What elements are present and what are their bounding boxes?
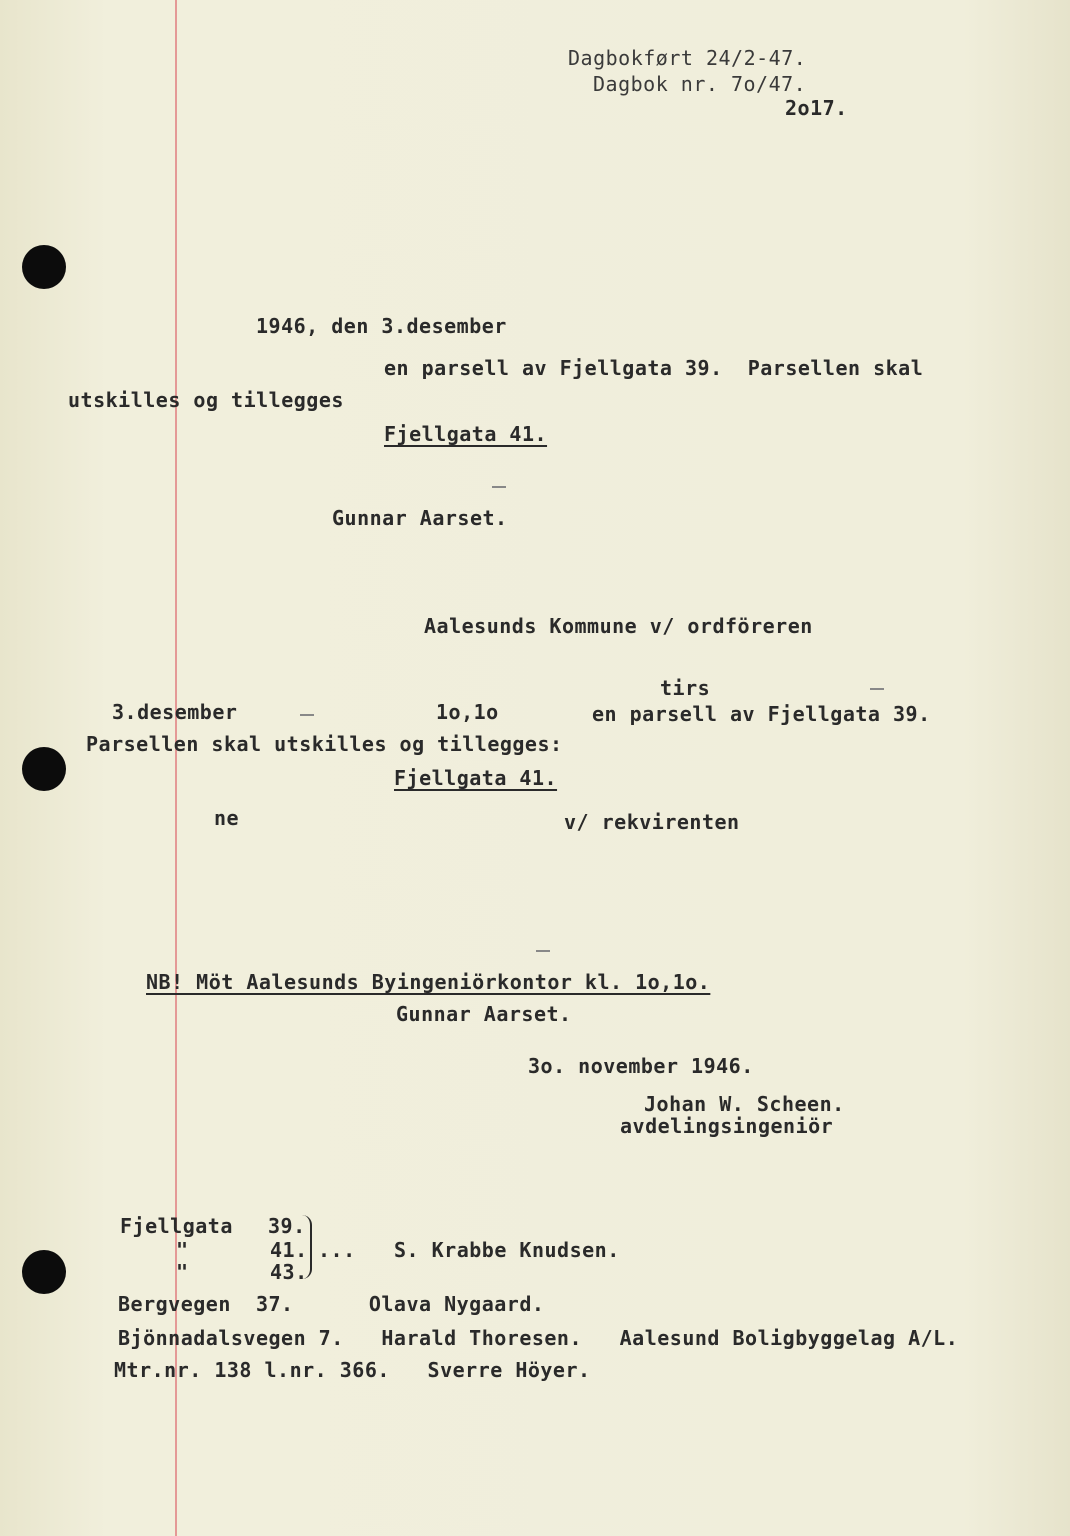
owner-name: Gunnar Aarset. xyxy=(332,506,508,530)
neighbour-number-3: 43. xyxy=(270,1260,308,1284)
neighbour-mtr-nr: Mtr.nr. 138 l.nr. 366. Sverre Höyer. xyxy=(114,1358,591,1382)
parcel-line: en parsell av Fjellgata 39. Parsellen skal xyxy=(384,356,924,380)
neighbour-street-1: Fjellgata xyxy=(120,1214,233,1238)
document-number: 2o17. xyxy=(785,96,848,120)
meeting-time: 1o,1o xyxy=(436,700,499,724)
split-line-2: Parsellen skal utskilles og tillegges: xyxy=(86,732,563,756)
punch-hole-bottom xyxy=(22,1250,66,1294)
neighbour-owner-krabbe: S. Krabbe Knudsen. xyxy=(394,1238,620,1262)
note-name: Gunnar Aarset. xyxy=(396,1002,572,1026)
ne-text: ne xyxy=(214,806,240,830)
dash-mark-4 xyxy=(536,950,550,952)
target-street-2: Fjellgata 41. xyxy=(394,766,558,790)
neighbour-number-1: 39. xyxy=(268,1214,306,1238)
date-line: 1946, den 3.desember xyxy=(256,314,507,338)
dash-mark-3 xyxy=(300,714,314,716)
neighbour-number-2: 41. xyxy=(270,1238,308,1262)
requisitioner-line: v/ rekvirenten xyxy=(564,810,740,834)
dash-mark xyxy=(492,486,506,488)
note-date: 3o. november 1946. xyxy=(528,1054,754,1078)
weekday: tirs xyxy=(660,676,711,700)
ditto-mark-1: " xyxy=(176,1238,189,1262)
journal-number: Dagbok nr. 7o/47. xyxy=(593,72,807,96)
ellipsis: ... xyxy=(318,1238,356,1262)
brace-bracket xyxy=(296,1215,312,1279)
ditto-mark-2: " xyxy=(176,1260,189,1284)
punch-hole-top xyxy=(22,245,66,289)
neighbour-bergvegen: Bergvegen 37. Olava Nygaard. xyxy=(118,1292,545,1316)
nb-note: NB! Möt Aalesunds Byingeniörkontor kl. 1o,1o. xyxy=(146,970,711,994)
dash-mark-2 xyxy=(870,688,884,690)
punch-hole-middle xyxy=(22,747,66,791)
municipality-line: Aalesunds Kommune v/ ordföreren xyxy=(424,614,813,638)
neighbour-bjonnadalsvegen: Bjönnadalsvegen 7. Harald Thoresen. Aalesund Boligbyggelag A/L. xyxy=(118,1326,959,1350)
split-line: utskilles og tillegges xyxy=(68,388,344,412)
signer-name: Johan W. Scheen. xyxy=(644,1092,845,1116)
meeting-date: 3.desember xyxy=(112,700,238,724)
target-street: Fjellgata 41. xyxy=(384,422,548,446)
journal-date: Dagbokført 24/2-47. xyxy=(568,46,807,70)
parcel-line-2: en parsell av Fjellgata 39. xyxy=(592,702,931,726)
signer-title: avdelingsingeniör xyxy=(620,1114,834,1138)
